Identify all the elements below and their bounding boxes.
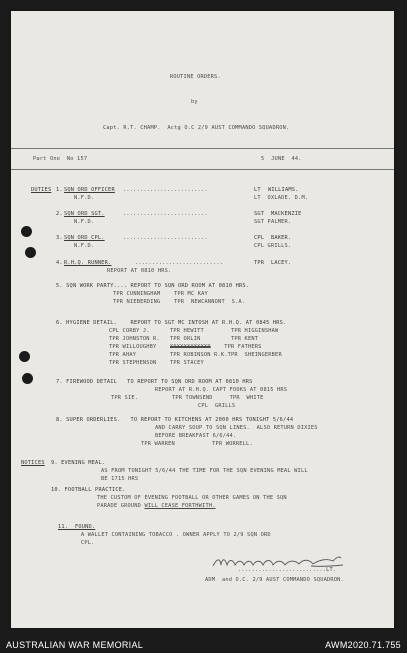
notice-11-line-3: CPL.: [81, 540, 95, 546]
duty-2-number: 2.: [56, 211, 63, 217]
document-by: by: [191, 99, 198, 105]
duty-3-number: 3.: [56, 235, 63, 241]
archive-reference: AWM2020.71.755: [325, 640, 401, 650]
duty-3-title: SQN ORD CPL.: [64, 235, 105, 241]
duty-2-rank: SGT: [254, 211, 265, 217]
duty-6-line-3: TPR JOHNSTON R. TPR ORLIN TPR KENT: [109, 336, 259, 342]
notice-9-line-2: AS FROM TONIGHT 5/6/44 THE TIME FOR THE SQN EVENING MEAL WILL: [101, 468, 308, 474]
document-title: ROUTINE ORDERS.: [170, 74, 221, 80]
duty-4-rank: TPR: [254, 260, 265, 266]
duty-4-title: R.H.Q. RUNNER.: [64, 260, 112, 266]
duty-1-rank: LT: [254, 187, 261, 193]
duty-8-line-1: 8. SUPER ORDERLIES. TO REPORT TO KITCHENS AT 2000 HRS TONIGHT 5/6/44: [56, 417, 294, 423]
signature-title: ADM and O.C. 2/9 AUST COMMANDO SQUADRON.: [205, 577, 344, 583]
duty-1-name: WILLIAMS.: [268, 187, 299, 193]
struck-out-text: XXXXXXXXXXXX: [170, 344, 211, 350]
punch-hole: [25, 247, 36, 258]
duty-4-name: LACEY.: [271, 260, 292, 266]
duty-3-nfd: N.F.D.: [74, 243, 95, 249]
duty-5-line-3: TPR NIEBERDING TPR NEWCANNONT S.A.: [113, 299, 246, 305]
duty-7-line-1: 7. FIREWOOD DETAIL TO REPORT TO SQN ORD ROOM AT 0810 HRS: [56, 379, 253, 385]
duty-8-line-4: TPR WARREN TPR WORRELL.: [141, 441, 253, 447]
duty-7-line-2: REPORT AT R.H.Q. CAPT FOOKS AT 0815 HRS: [155, 387, 288, 393]
notice-9-line-1: 9. EVENING MEAL.: [51, 460, 106, 466]
order-date: 5 JUNE 44.: [261, 156, 302, 162]
duty-6-line-4c: TPR FATHERS: [210, 344, 262, 350]
notice-10-line-1: 10. FOOTBALL PRACTICE.: [51, 487, 126, 493]
duty-4-number: 4.: [56, 260, 63, 266]
duty-1-nfd: N.F.D.: [74, 195, 95, 201]
punch-hole: [19, 351, 30, 362]
duty-4-leader: ..........................: [135, 260, 224, 266]
duty-6-line-4: [109, 344, 262, 350]
duty-5-line-2: TPR CUNNINGHAM TPR MC KAY: [113, 291, 208, 297]
duty-1-title: SQN ORD OFFICER: [64, 187, 115, 193]
document-page: [11, 11, 394, 628]
duty-7-line-3: TPR SIE. TPR TOWNSEND TPR WHITE: [111, 395, 264, 401]
duties-heading: DUTIES: [31, 187, 52, 193]
duty-6-line-2: CPL CORBY J. TPR HEWITT TPR HIGGINSHAW: [109, 328, 279, 334]
notice-10-line-3: [97, 503, 216, 509]
notice-9-line-3: BE 1715 HRS: [101, 476, 139, 482]
duty-8-line-3: BEFORE BREAKFAST 6/6/44.: [155, 433, 237, 439]
duty-1-number: 1.: [56, 187, 63, 193]
archive-footer: [0, 636, 407, 653]
notice-10-line-2: THE CUSTOM OF EVENING FOOTBALL OR OTHER GAMES ON THE SQN: [97, 495, 287, 501]
archive-name: AUSTRALIAN WAR MEMORIAL: [6, 640, 144, 650]
header-rule: [11, 148, 394, 149]
notice-11-line-1: 11. FOUND.: [58, 524, 96, 530]
duty-1-next: LT OXLADE. D.M.: [254, 195, 309, 201]
duty-2-nfd: N.F.D.: [74, 219, 95, 225]
duty-6-line-1: 6. HYGIENE DETAIL. REPORT TO SGT MC INTOSH AT R.H.Q. AT 0845 HRS.: [56, 320, 287, 326]
notice-11-line-2: A WALLET CONTAINING TOBACCO . OWNER APPLY TO 2/9 SQN ORD: [81, 532, 271, 538]
duty-4-report: REPORT AT 0810 HRS.: [107, 268, 172, 274]
duty-6-line-6: TPR STEPHENSON TPR STACEY: [109, 360, 204, 366]
part-rule: [11, 169, 394, 170]
notices-heading: NOTICES: [21, 460, 45, 466]
document-signatory: Capt. R.T. CHAMP. Actg O.C 2/9 AUST COMMANDO SQUADRON.: [103, 125, 290, 131]
duty-2-name: MACKENZIE: [271, 211, 302, 217]
notice-10-line-3a: PARADE GROUND: [97, 503, 145, 509]
signature-dots: ..........................LT.: [238, 567, 337, 573]
duty-2-title: SQN ORD SGT.: [64, 211, 105, 217]
duty-6-line-4a: TPR WILLOUGHBY: [109, 344, 171, 350]
duty-6-line-5: TPR AHAY TPR ROBINSON R.K.TPR SHEINGERBER: [109, 352, 282, 358]
punch-hole: [21, 226, 32, 237]
duty-8-line-2: AND CARRY SOUP TO SQN LINES. ALSO RETURN DIXIES: [155, 425, 318, 431]
notice-10-emphasis: WILL CEASE FORTHWITH.: [144, 503, 216, 509]
duty-5-line-1: 5. SQN WORK PARTY.... REPORT TO SQN ORD ROOM AT 0810 HRS.: [56, 283, 250, 289]
duty-3-rank: CPL: [254, 235, 265, 241]
duty-3-next: CPL GRILLS.: [254, 243, 292, 249]
duty-2-leader: .........................: [123, 211, 208, 217]
duty-3-leader: .........................: [123, 235, 208, 241]
duty-3-name: BAKER.: [271, 235, 292, 241]
punch-hole: [22, 373, 33, 384]
duty-2-next: SGT PALMER.: [254, 219, 292, 225]
part-number: Part One No 157: [33, 156, 88, 162]
duty-1-leader: .........................: [123, 187, 208, 193]
duty-7-line-4: CPL GRILLS: [198, 403, 236, 409]
